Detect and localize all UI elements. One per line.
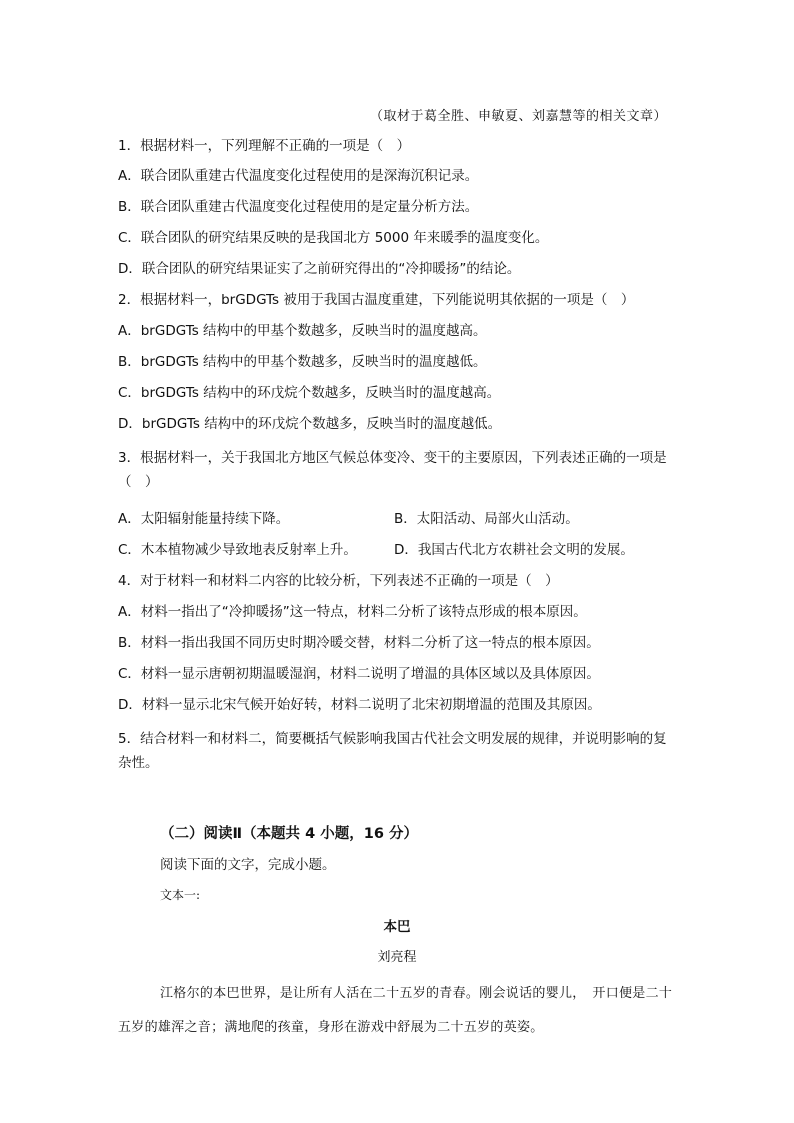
question-2-option-c: C．brGDGTs 结构中的环戊烷个数越多，反映当时的温度越高。 [118, 385, 501, 401]
question-4-option-b: B．材料一指出我国不同历史时期冷暖交替，材料二分析了这一特点的根本原因。 [118, 635, 600, 651]
source-note: （取材于葛全胜、申敏夏、刘嘉慧等的相关文章） [370, 109, 668, 124]
article-author: 刘亮程 [377, 950, 417, 965]
question-3-option-a: A．太阳辐射能量持续下降。 [118, 511, 290, 527]
question-1-option-c: C．联合团队的研究结果反映的是我国北方 5000 年来暖季的温度变化。 [118, 230, 549, 246]
question-4-option-c: C．材料一显示唐朝初期温暖湿润，材料二说明了增温的具体区域以及具体原因。 [118, 666, 600, 682]
question-2-option-a: A．brGDGTs 结构中的甲基个数越多，反映当时的温度越高。 [118, 323, 487, 339]
question-3-option-c: C．木本植物减少导致地表反射率上升。 [118, 542, 357, 558]
question-1-stem: 1．根据材料一，下列理解不正确的一项是（ ） [118, 138, 411, 154]
question-1-option-a: A．联合团队重建古代温度变化过程使用的是深海沉积记录。 [118, 168, 479, 184]
question-2-stem: 2．根据材料一，brGDGTs 被用于我国古温度重建，下列能说明其依据的一项是（ ） [118, 292, 635, 308]
question-4-option-d: D．材料一显示北宋气候开始好转，材料二说明了北宋初期增温的范围及其原因。 [118, 697, 601, 713]
question-2-option-b: B．brGDGTs 结构中的甲基个数越多，反映当时的温度越低。 [118, 354, 487, 370]
article-paragraph: 江格尔的本巴世界，是让所有人活在二十五岁的青春。刚会说话的婴儿， 开口便是二十五岁的雄浑之音；满地爬的孩童，身形在游戏中舒展为二十五岁的英姿。 [118, 986, 673, 1035]
question-3-option-b: B．太阳活动、局部火山活动。 [394, 511, 579, 527]
section-heading: （二）阅读Ⅱ（本题共 4 小题，16 分） [160, 826, 418, 842]
question-4-option-a: A．材料一指出了“冷抑暖扬”这一特点，材料二分析了该特点形成的根本原因。 [118, 604, 587, 620]
text-label: 文本一: [160, 888, 201, 902]
question-4-stem: 4．对于材料一和材料二内容的比较分析，下列表述不正确的一项是（ ） [118, 573, 559, 589]
question-1-option-b: B．联合团队重建古代温度变化过程使用的是定量分析方法。 [118, 199, 479, 215]
question-1-option-d: D．联合团队的研究结果证实了之前研究得出的“冷抑暖扬”的结论。 [118, 261, 521, 277]
question-3-option-d: D．我国古代北方农耕社会文明的发展。 [394, 542, 634, 558]
section-instruction: 阅读下面的文字，完成小题。 [160, 857, 336, 873]
article-title: 本巴 [383, 919, 411, 935]
question-2-option-d: D．brGDGTs 结构中的环戊烷个数越多，反映当时的温度越低。 [118, 416, 502, 432]
question-5-stem: 5．结合材料一和材料二，简要概括气候影响我国古代社会文明发展的规律，并说明影响的复杂性。 [118, 731, 667, 771]
question-3-stem: 3．根据材料一，关于我国北方地区气候总体变冷、变干的主要原因，下列表述正确的一项是（ ） [118, 450, 667, 490]
